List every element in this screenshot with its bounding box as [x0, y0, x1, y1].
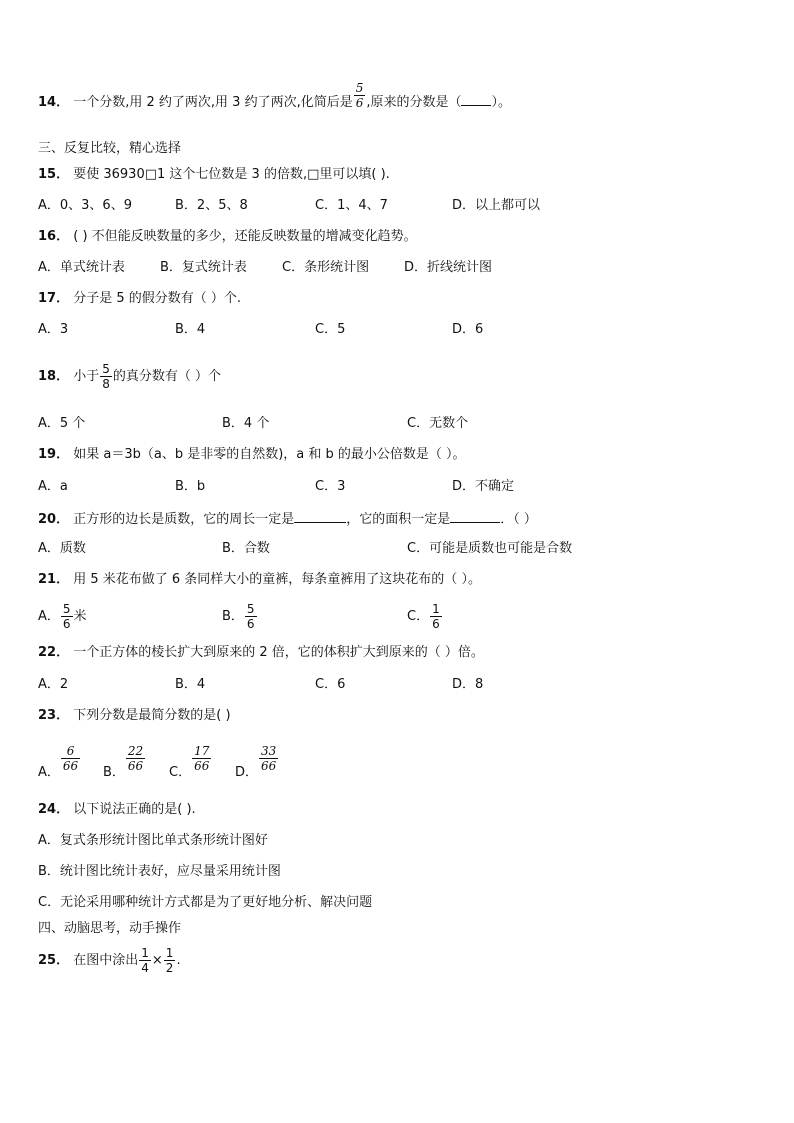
question-text: ．（ ）	[500, 512, 537, 527]
question-text: 正方形的边长是质数，它的周长一定是	[73, 512, 295, 527]
question-15	[38, 167, 390, 183]
option-c[interactable]: C．可能是质数也可能是合数	[407, 541, 573, 556]
question-14	[38, 81, 511, 117]
question-number: 18．	[38, 369, 70, 384]
option-b[interactable]: B．4	[175, 322, 206, 337]
fraction: $\frac{22}{66}$	[127, 744, 144, 773]
question-17	[38, 291, 241, 307]
question-number: 21．	[38, 572, 70, 587]
question-21	[38, 572, 481, 588]
question-text: 要使 36930□1 这个七位数是 3 的倍数,□里可以填( ).	[73, 167, 390, 182]
question-text: ）。	[491, 95, 511, 110]
question-number: 20．	[38, 512, 70, 527]
option-c[interactable]: C．条形统计图	[282, 260, 370, 275]
fraction: $\frac{5}{8}$	[102, 362, 110, 391]
fraction: $\frac{1}{2}$	[165, 946, 174, 975]
option-d[interactable]: D．8	[452, 677, 484, 692]
question-number: 16．	[38, 229, 70, 244]
fraction: $\frac{33}{66}$	[261, 744, 277, 773]
option-a[interactable]: A．2	[38, 677, 69, 692]
question-text: 下列分数是最简分数的是( )	[73, 708, 231, 723]
section-heading: 三、反复比较，精心选择	[38, 141, 182, 156]
option-c[interactable]: C．3	[315, 479, 346, 494]
option-b[interactable]: B．4 个	[222, 416, 270, 431]
option-a[interactable]: A．5 个	[38, 416, 86, 431]
question-number: 19．	[38, 447, 70, 462]
option-label: C．	[407, 609, 430, 624]
fraction: $\frac{6}{66}$	[62, 744, 79, 773]
fraction: $\frac{5}{6}$	[62, 602, 71, 631]
option-a[interactable]	[38, 600, 87, 634]
option-b[interactable]: B．4	[175, 677, 206, 692]
option-a[interactable]: A．单式统计表	[38, 260, 125, 275]
fraction: $\frac{1}{6}$	[432, 602, 440, 631]
fraction: $\frac{5}{6}$	[246, 602, 255, 631]
question-20	[38, 510, 537, 528]
option-a[interactable]: A．3	[38, 322, 69, 337]
fraction: $\frac{5}{6}$	[355, 81, 364, 110]
option-c[interactable]: C．无数个	[407, 416, 469, 431]
question-text: ( ) 不但能反映数量的多少，还能反映数量的增减变化趋势。	[73, 229, 417, 244]
question-number: 15．	[38, 167, 70, 182]
option-d[interactable]: D．6	[452, 322, 484, 337]
question-24	[38, 802, 196, 818]
option-c[interactable]: C．无论采用哪种统计方式都是为了更好地分析、解决问题	[38, 895, 373, 910]
question-text: 一个分数,用 2 约了两次,用 3 约了两次,化简后是	[73, 95, 353, 110]
option-c[interactable]: C．1、4、7	[315, 198, 388, 213]
question-23	[38, 708, 231, 724]
question-22	[38, 645, 484, 661]
question-18	[38, 360, 221, 394]
option-label: D．	[235, 765, 259, 780]
question-text: .	[176, 953, 181, 968]
question-text: 分子是 5 的假分数有（ ）个.	[73, 291, 242, 306]
option-label: C．	[169, 765, 192, 780]
option-label: B．	[222, 609, 244, 624]
option-a[interactable]: A．质数	[38, 541, 86, 556]
option-c[interactable]	[407, 600, 443, 634]
option-b[interactable]: B．合数	[222, 541, 270, 556]
option-b[interactable]: B．b	[175, 479, 206, 494]
option-d[interactable]	[235, 744, 279, 780]
option-d[interactable]: D．不确定	[452, 479, 515, 494]
option-b[interactable]: B．2、5、8	[175, 198, 248, 213]
question-text: 以下说法正确的是( ).	[73, 802, 196, 817]
fraction: $\frac{17}{66}$	[194, 744, 210, 773]
option-a[interactable]: A．a	[38, 479, 68, 494]
question-25	[38, 944, 181, 978]
question-number: 25．	[38, 953, 70, 968]
answer-blank[interactable]	[294, 510, 346, 523]
question-text: 一个正方体的棱长扩大到原来的 2 倍，它的体积扩大到原来的（ ）倍。	[73, 645, 484, 660]
option-b[interactable]: B．复式统计表	[160, 260, 247, 275]
unit-label: 米	[73, 609, 87, 624]
option-d[interactable]: D．折线统计图	[404, 260, 493, 275]
question-19	[38, 447, 466, 463]
question-text: 用 5 米花布做了 6 条同样大小的童裤，每条童裤用了这块花布的（ ）。	[73, 572, 481, 587]
question-text: 如果 a＝3b（a、b 是非零的自然数)，a 和 b 的最小公倍数是（ ）。	[73, 447, 466, 462]
fraction: $\frac{1}{4}$	[141, 946, 149, 975]
option-c[interactable]: C．6	[315, 677, 346, 692]
question-16	[38, 229, 417, 245]
question-number: 24．	[38, 802, 70, 817]
option-d[interactable]: D．以上都可以	[452, 198, 541, 213]
option-c[interactable]: C．5	[315, 322, 346, 337]
option-a[interactable]: A．0、3、6、9	[38, 198, 132, 213]
question-number: 23．	[38, 708, 70, 723]
option-label: A．	[38, 765, 60, 780]
question-number: 14．	[38, 95, 70, 110]
question-text: 小于	[73, 369, 100, 384]
question-number: 17．	[38, 291, 70, 306]
question-text: 在图中涂出	[73, 953, 139, 968]
option-b[interactable]	[222, 600, 258, 634]
option-a[interactable]	[38, 744, 81, 780]
option-c[interactable]	[169, 744, 212, 780]
answer-blank[interactable]	[450, 510, 500, 523]
option-b[interactable]	[103, 744, 146, 780]
option-label: A．	[38, 609, 60, 624]
option-b[interactable]: B．统计图比统计表好，应尽量采用统计图	[38, 864, 281, 879]
question-text: ，它的面积一定是	[346, 512, 451, 527]
section-heading: 四、动脑思考，动手操作	[38, 921, 182, 936]
question-text: ,原来的分数是（	[366, 95, 462, 110]
question-text: 的真分数有（ ）个	[112, 369, 222, 384]
option-a[interactable]: A．复式条形统计图比单式条形统计图好	[38, 833, 268, 848]
answer-blank[interactable]	[461, 93, 491, 106]
times-sign: ×	[151, 953, 163, 968]
question-number: 22．	[38, 645, 70, 660]
option-label: B．	[103, 765, 125, 780]
